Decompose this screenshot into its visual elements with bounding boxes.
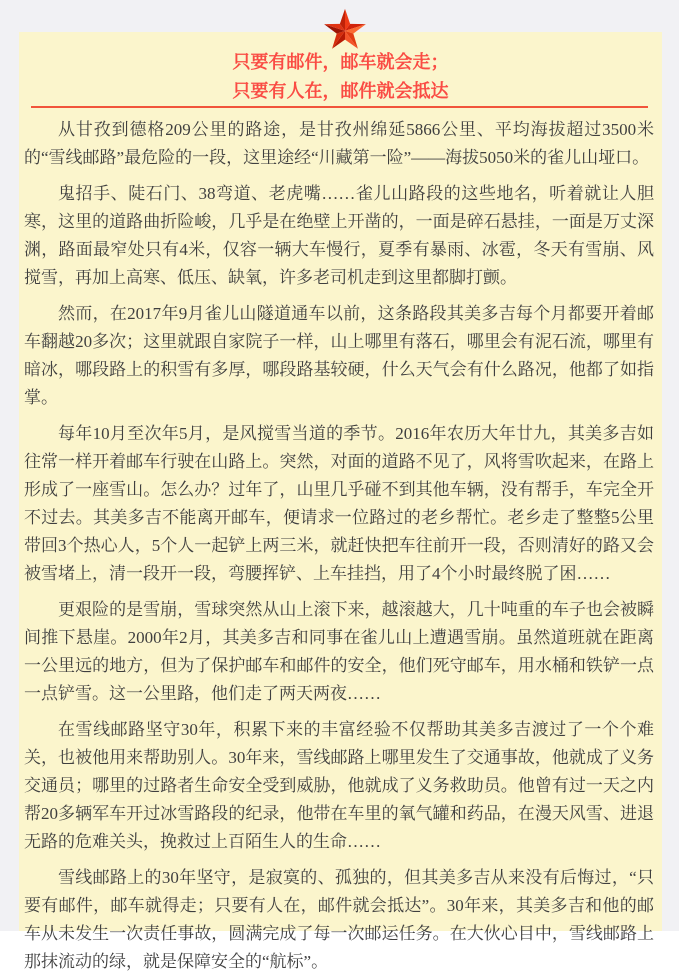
slogan-line-1: 只要有邮件，邮车就会走；: [232, 52, 449, 72]
slogan-line-2: 只要有人在，邮件就会抵达: [232, 81, 449, 101]
article-paragraph: 每年10月至次年5月，是风搅雪当道的季节。2016年农历大年廿九，其美多吉如往常一样开着邮车行驶在山路上。突然，对面的道路不见了，风将雪吹起来，在路上形成了一座雪山。怎么办？过年了，山里几乎碰不到其他车辆，没有帮手，车完全开不过去。其美多吉不能离开邮车，便请求一位路过的老乡帮忙。老乡走了整整5公里带回3个热心人，5个人一起铲上两三米，就赶快把车往前开一段，否则清好的路又会被雪堵上，清一段开一段，弯腰挥铲、上车挂挡，用了4个小时最终脱了困……: [24, 424, 654, 583]
header-slogan: [19, 48, 662, 106]
article-paragraph: 更艰险的是雪崩，雪球突然从山上滚下来，越滚越大，几十吨重的车子也会被瞬间推下悬崖。2000年2月，其美多吉和同事在雀儿山上遭遇雪崩。虽然道班就在距离一公里远的地方，但为了保护邮车和邮件的安全，他们死守邮车，用水桶和铁铲一点一点铲雪。这一公里路，他们走了两天两夜……: [24, 600, 654, 703]
article-paragraph: 雪线邮路上的30年坚守，是寂寞的、孤独的，但其美多吉从来没有后悔过，“只要有邮件，邮车就得走；只要有人在，邮件就会抵达”。30年来，其美多吉和他的邮车从未发生一次责任事故，圆满完成了每一次邮运任务。在大伙心目中，雪线邮路上那抹流动的绿，就是保障安全的“航标”。: [24, 868, 654, 971]
article-paragraph: 从甘孜到德格209公里的路途，是甘孜州绵延5866公里、平均海拔超过3500米的“雪线邮路”最危险的一段，这里途经“川藏第一险”——海拔5050米的雀儿山垭口。: [24, 120, 654, 167]
article-body: [19, 108, 662, 976]
article-paragraph: 然而，在2017年9月雀儿山隧道通车以前，这条路段其美多吉每个月都要开着邮车翻越20多次；这里就跟自家院子一样，山上哪里有落石，哪里会有泥石流，哪里有暗冰，哪段路上的积雪有多厚，哪段路基较硬，什么天气会有什么路况，他都了如指掌。: [24, 304, 654, 407]
article-paragraph: 鬼招手、陡石门、38弯道、老虎嘴……雀儿山路段的这些地名，听着就让人胆寒，这里的道路曲折险峻，几乎是在绝壁上开凿的，一面是碎石悬挂，一面是万丈深渊，路面最窄处只有4米，仅容一辆大车慢行，夏季有暴雨、冰雹，冬天有雪崩、风搅雪，再加上高寒、低压、缺氧，许多老司机走到这里都脚打颤。: [24, 184, 654, 287]
article-paragraph: 在雪线邮路坚守30年，积累下来的丰富经验不仅帮助其美多吉渡过了一个个难关，也被他用来帮助别人。30年来，雪线邮路上哪里发生了交通事故，他就成了义务交通员；哪里的过路者生命安全受到威胁，他就成了义务救助员。他曾有过一天之内帮20多辆军车开过冰雪路段的纪录，他带在车里的氧气罐和药品，在漫天风雪、进退无路的危难关头，挽救过上百陌生人的生命……: [24, 720, 654, 851]
red-star-icon: [322, 8, 368, 52]
article-card: [19, 32, 662, 971]
